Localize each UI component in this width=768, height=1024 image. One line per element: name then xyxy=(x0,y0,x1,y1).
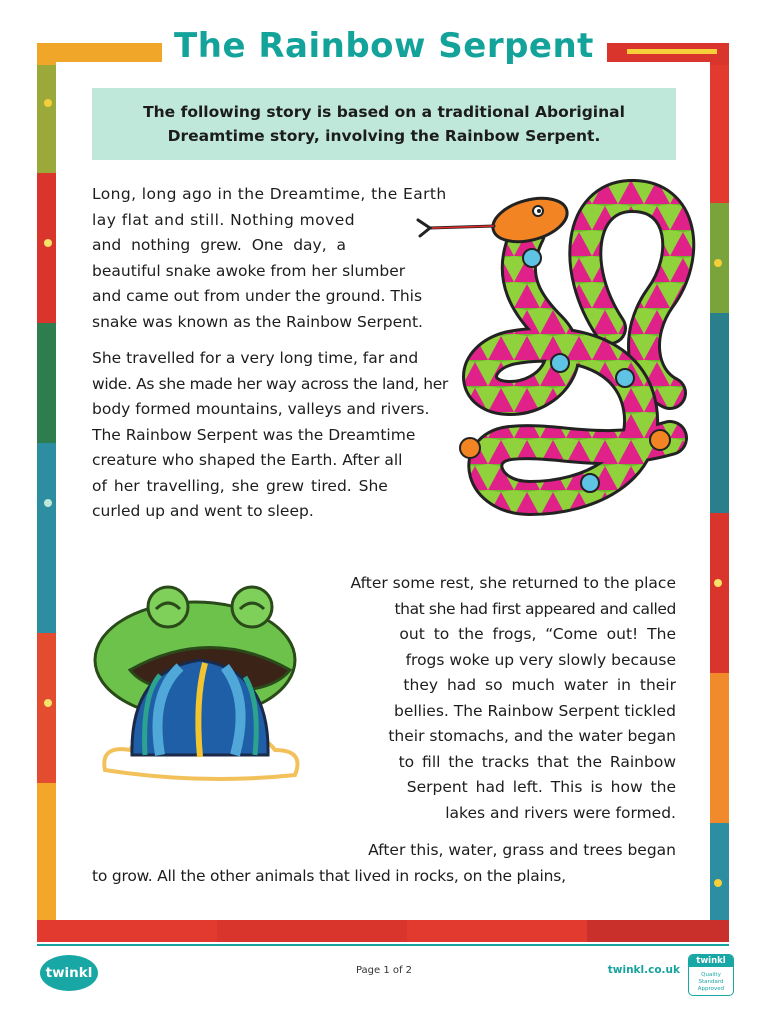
text-line: out to the frogs, “Come out! The xyxy=(399,625,676,643)
story-paragraph-1 xyxy=(92,182,447,335)
text-line: wide. As she made her way across the land, her xyxy=(92,374,448,393)
text-line: body formed mountains, valleys and rivers. xyxy=(92,400,430,418)
text-line: The Rainbow Serpent was the Dreamtime xyxy=(92,425,416,444)
text-line: creature who shaped the Earth. After all xyxy=(92,451,403,469)
text-line: of her travelling, she grew tired. She xyxy=(92,476,388,495)
site-link[interactable]: twinkl.co.uk xyxy=(607,964,680,976)
text-line: and nothing grew. One day, a xyxy=(92,236,347,254)
rainbow-serpent-illustration xyxy=(410,178,710,528)
badge-line: Quality Standard xyxy=(698,972,724,985)
intro-line: Dreamtime story, involving the Rainbow Serpent. xyxy=(167,127,601,145)
badge-line: Approved xyxy=(697,986,725,992)
text-line: curled up and went to sleep. xyxy=(92,502,314,520)
page-title: The Rainbow Serpent xyxy=(174,26,594,66)
text-line: lay flat and still. Nothing moved xyxy=(92,210,356,229)
intro-box xyxy=(92,88,676,160)
frog-illustration xyxy=(90,585,310,795)
text-line: to fill the tracks that the Rainbow xyxy=(398,752,676,771)
text-line: Serpent had left. This is how the xyxy=(406,778,676,796)
intro-line: The following story is based on a traditional Aboriginal xyxy=(143,103,625,121)
twinkl-logo[interactable]: twinkl xyxy=(40,955,98,991)
text-line: beautiful snake awoke from her slumber xyxy=(92,261,406,280)
text-line: frogs woke up very slowly because xyxy=(405,650,676,669)
text-line: After some rest, she returned to the place xyxy=(350,574,676,592)
quality-badge xyxy=(688,954,734,996)
text-line: they had so much water in their xyxy=(403,676,676,694)
page-number: Page 1 of 2 xyxy=(355,965,413,976)
text-line: After this, water, grass and trees began xyxy=(368,841,676,859)
text-line: She travelled for a very long time, far and xyxy=(92,349,419,367)
text-line: snake was known as the Rainbow Serpent. xyxy=(92,312,423,331)
text-line: and came out from under the ground. This xyxy=(92,287,423,305)
story-paragraph-2 xyxy=(92,346,448,525)
text-line: that she had first appeared and called xyxy=(394,599,676,618)
story-paragraph-4 xyxy=(92,838,676,889)
text-line: Long, long ago in the Dreamtime, the Earth xyxy=(92,185,447,203)
text-line: their stomachs, and the water began xyxy=(388,727,676,745)
text-line: lakes and rivers were formed. xyxy=(445,803,676,822)
footer-divider xyxy=(37,944,729,946)
text-line: to grow. All the other animals that lived in rocks, on the plains, xyxy=(92,866,566,885)
story-paragraph-3 xyxy=(351,571,676,826)
text-line: bellies. The Rainbow Serpent tickled xyxy=(393,701,676,720)
badge-brand: twinkl xyxy=(689,955,733,967)
